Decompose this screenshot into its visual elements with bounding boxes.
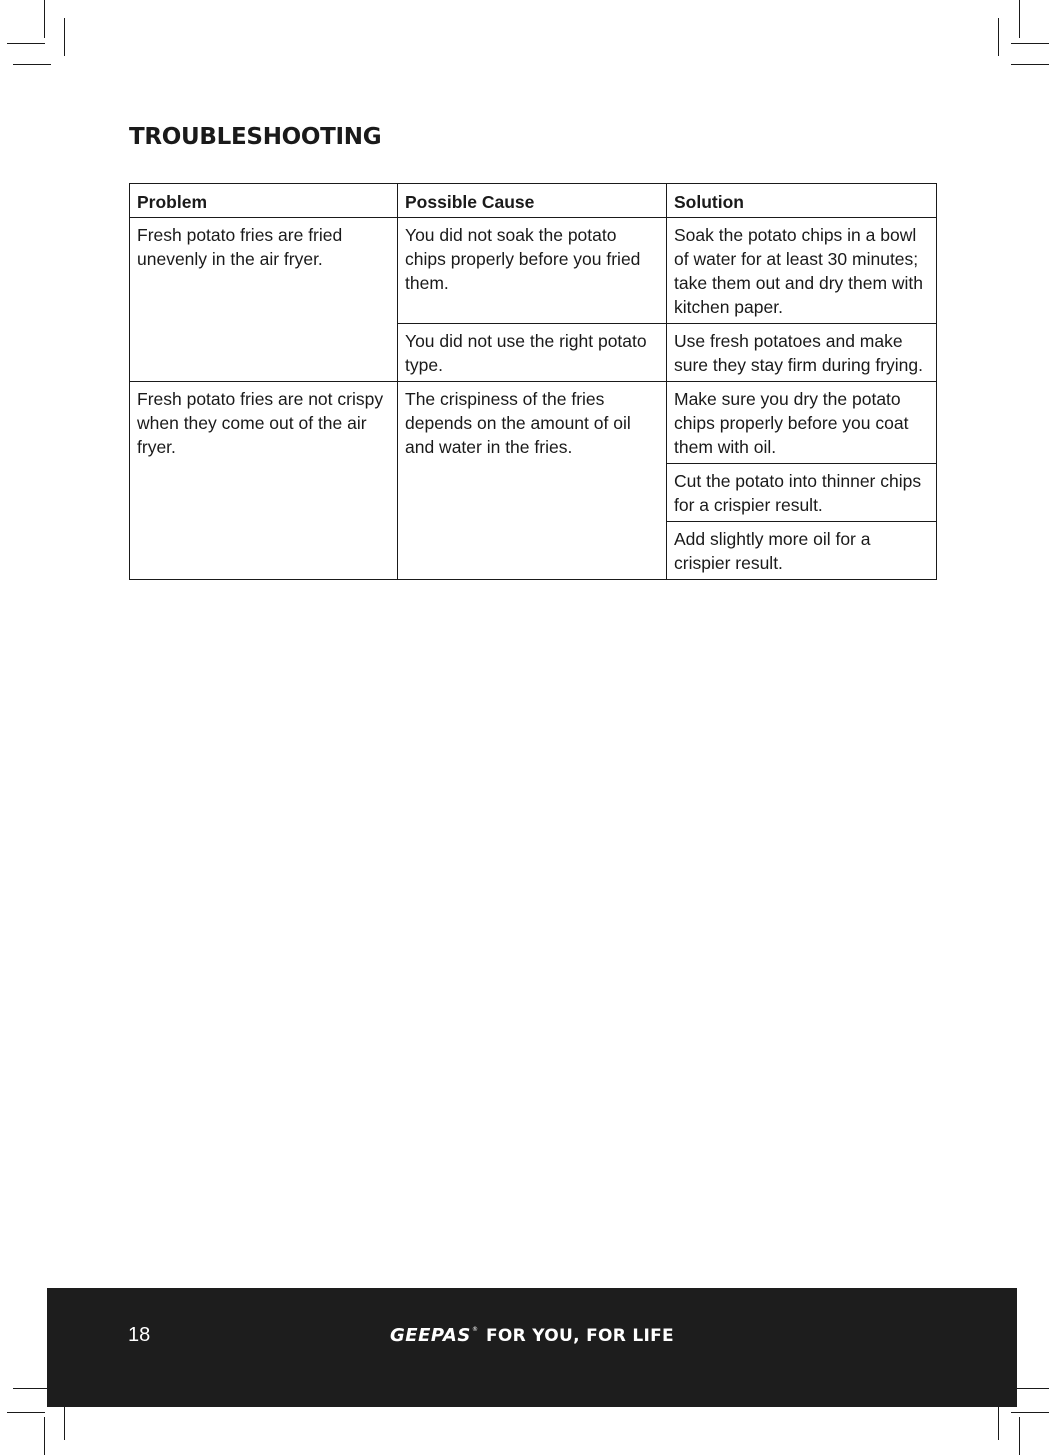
cause-cell: You did not soak the potato chips properly before you fried them.	[398, 218, 667, 324]
footer-bar	[47, 1288, 1017, 1407]
solution-cell: Cut the potato into thinner chips for a crispier result.	[667, 464, 937, 522]
solution-cell: Make sure you dry the potato chips properly before you coat them with oil.	[667, 382, 937, 464]
crop-mark	[44, 0, 45, 38]
crop-mark	[1011, 43, 1049, 44]
crop-mark	[7, 43, 45, 44]
crop-mark	[1011, 64, 1049, 65]
crop-mark	[998, 18, 999, 56]
crop-mark	[998, 1402, 999, 1440]
crop-mark	[64, 18, 65, 56]
table-row	[130, 218, 937, 324]
crop-mark	[64, 1402, 65, 1440]
solution-cell: Use fresh potatoes and make sure they stay firm during frying.	[667, 324, 937, 382]
crop-mark	[1019, 1417, 1020, 1455]
troubleshooting-table	[129, 183, 937, 580]
header-possible-cause: Possible Cause	[398, 184, 667, 218]
crop-mark	[13, 1388, 51, 1389]
solution-cell: Soak the potato chips in a bowl of water for at least 30 minutes; take them out and dry them with kitchen paper.	[667, 218, 937, 324]
brand-logo: GEEPAS	[390, 1325, 471, 1346]
header-solution: Solution	[667, 184, 937, 218]
brand-slogan: FOR YOU, FOR LIFE	[486, 1326, 674, 1346]
crop-mark	[7, 1412, 45, 1413]
crop-mark	[13, 64, 51, 65]
problem-cell: Fresh potato fries are not crispy when they come out of the air fryer.	[130, 382, 398, 580]
page-number: 18	[128, 1324, 151, 1346]
table-row	[130, 382, 937, 464]
page-title: TROUBLESHOOTING	[129, 124, 382, 150]
crop-mark	[1019, 0, 1020, 38]
table-header-row	[130, 184, 937, 218]
cause-cell: You did not use the right potato type.	[398, 324, 667, 382]
crop-mark	[44, 1417, 45, 1455]
solution-cell: Add slightly more oil for a crispier result.	[667, 522, 937, 580]
registered-mark: ®	[472, 1326, 478, 1333]
problem-cell: Fresh potato fries are fried unevenly in the air fryer.	[130, 218, 398, 382]
crop-mark	[1011, 1412, 1049, 1413]
cause-cell: The crispiness of the fries depends on the amount of oil and water in the fries.	[398, 382, 667, 580]
header-problem: Problem	[130, 184, 398, 218]
